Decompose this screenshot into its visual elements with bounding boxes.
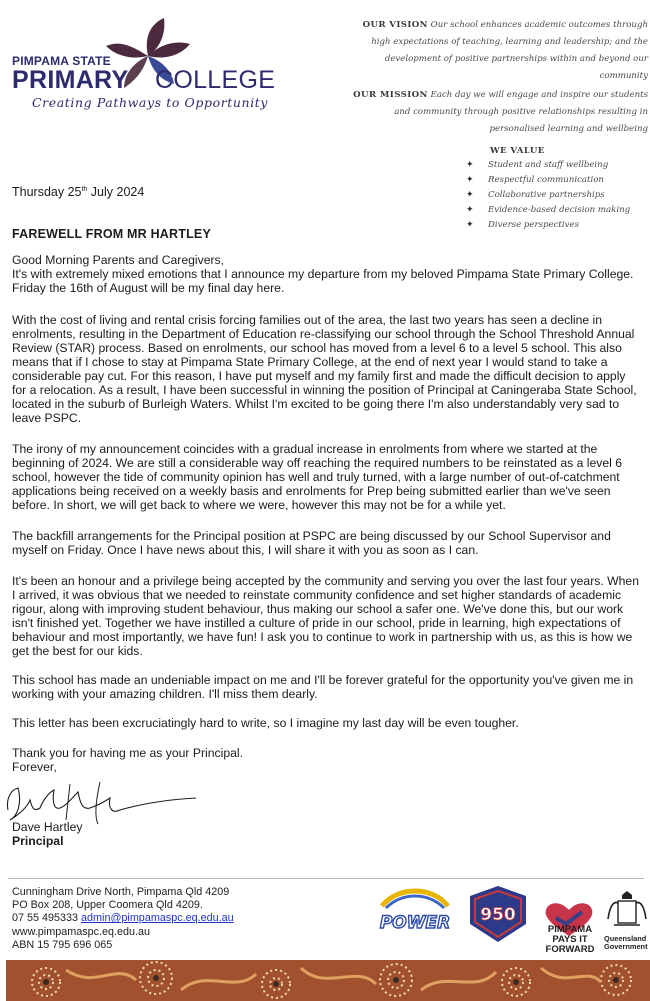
value-text: Collaborative partnerships	[488, 190, 605, 200]
paragraph-2: With the cost of living and rental crisis forcing families out of the area, the last two years has seen a decline in enrolments, resulting in the Department of Education re-classifying our school through the School Threshold Annual Review (STAR) process. Based on enrolments, our school has moved from a level 6 to a level 5 school. This also means that if I chose to stay at Pimpama State Primary College, at the end of next year I would stand to take a considerable pay cut. For this reason, I have put myself and my family first and made the difficult decision to apply for a relocation. As a result, I have been successful in winning the position of Principal at Caningeraba State School, located in the suburb of Burleigh Waters. Whilst I'm excited to be going there I'm also understandably very sad to leave PSPC.	[12, 313, 637, 425]
paragraph-7: This letter has been excruciatingly hard to write, so I imagine my last day will be even tougher.	[12, 716, 519, 730]
pays-line-3: FORWARD	[545, 944, 595, 955]
list-item	[466, 158, 630, 173]
date-suffix: th	[81, 185, 88, 193]
list-item	[466, 188, 630, 203]
mission-label: OUR MISSION	[353, 90, 428, 100]
date-day: Thursday 25	[12, 185, 82, 199]
letter-heading: FAREWELL FROM MR HARTLEY	[12, 227, 212, 241]
closing-line-2: Forever,	[12, 760, 57, 774]
footer-divider	[8, 878, 644, 879]
email-link[interactable]: admin@pimpamaspc.eq.edu.au	[81, 912, 234, 925]
footer-contact	[12, 886, 234, 952]
phone-number: 07 55 495333	[12, 912, 79, 925]
star-icon: ✦	[466, 160, 474, 170]
paragraph-1: It's with extremely mixed emotions that I announce my departure from my beloved Pimpama State Primary College. Friday the 16th of August will be my final day here.	[12, 267, 634, 295]
signatory-title: Principal	[12, 834, 64, 848]
pays-line-2: PAYS IT	[552, 934, 588, 945]
star-icon: ✦	[466, 175, 474, 185]
mission-statement	[348, 87, 648, 138]
indigenous-art-banner	[6, 960, 650, 1001]
logo-tagline: Creating Pathways to Opportunity	[32, 95, 269, 110]
power-logo-text: POWER	[379, 913, 451, 933]
power-logo	[372, 886, 458, 938]
logo-primary-text: PRIMARY	[12, 66, 129, 94]
letter-date	[12, 185, 144, 199]
list-item	[466, 203, 630, 218]
mission-text: Each day we will engage and inspire our students and community through positive relationships resulting in personalised learning and wellbeing	[394, 90, 648, 134]
star-icon: ✦	[466, 205, 474, 215]
paragraph-4: The backfill arrangements for the Principal position at PSPC are being discussed by our School Supervisor and myself on Friday. Once I have news about this, I will share it with you as soon as I can.	[12, 529, 611, 557]
signatory-name: Dave Hartley	[12, 820, 83, 834]
queensland-government-text	[604, 935, 648, 951]
paragraph-5: It's been an honour and a privilege being accepted by the community and serving you over the last four years. When I arrived, it was obvious that we needed to reinstate community confidence and set higher standards of academic rigour, along with improving student behaviour, thus making our school a safer one. We've done this, but our work isn't finished yet. Together we have instilled a culture of pride in our school, pride in learning, high expectations of behaviour and most importantly, we have fun! I ask you to continue to work in partnership with us, as this is how we get the best for our kids.	[12, 574, 639, 658]
badge-950-text: 950	[480, 905, 516, 925]
qld-line-1: Queensland	[604, 934, 647, 943]
website-text: www.pimpamaspc.eq.edu.au	[12, 925, 151, 938]
paragraph-3: The irony of my announcement coincides with a gradual increase in enrolments from where we started at the beginning of 2024. We are still a considerable way off reaching the required numbers to be reinstated as a level 6 school, however the tide of community opinion has well and truly turned, with a large number of out-of-catchment applications being received on a weekly basis and enrolments for Prep being submitted earlier than we've seen before. In short, we will get back to where we were, however this may not be for a while yet.	[12, 442, 622, 512]
values-title: WE VALUE	[490, 146, 545, 156]
value-text: Respectful communication	[488, 175, 604, 185]
date-month-year: July 2024	[87, 185, 145, 199]
address-line-2: PO Box 208, Upper Coomera Qld 4209.	[12, 899, 203, 912]
qld-line-2: Government	[604, 942, 648, 951]
value-text: Diverse perspectives	[488, 220, 579, 230]
phone-email-line	[12, 912, 234, 925]
greeting: Good Morning Parents and Caregivers,	[12, 253, 225, 267]
value-text: Evidence-based decision making	[488, 205, 631, 215]
pays-it-forward-text	[540, 925, 600, 955]
logo-pre-text: PIMPAMA STATE	[12, 54, 111, 68]
star-icon: ✦	[466, 220, 474, 230]
value-text: Student and staff wellbeing	[488, 160, 609, 170]
list-item	[466, 218, 630, 233]
pays-line-1: PIMPAMA	[547, 924, 593, 935]
closing-line-1: Thank you for having me as your Principal.	[12, 746, 243, 760]
vision-text: Our school enhances academic outcomes through high expectations of teaching, learning and leadership; and the development of positive partnerships within and beyond our community	[371, 20, 648, 81]
vision-statement	[348, 17, 648, 85]
list-item	[466, 173, 630, 188]
logo-college-text: COLLEGE	[155, 66, 276, 94]
star-icon: ✦	[466, 190, 474, 200]
values-list	[466, 158, 630, 233]
vision-label: OUR VISION	[362, 20, 428, 30]
950-anniversary-badge	[466, 884, 530, 944]
paragraph-6: This school has made an undeniable impact on me and I'll be forever grateful for the opportunity you've given me in working with your amazing children. I'll miss them dearly.	[12, 673, 634, 701]
abn-text: ABN 15 795 696 065	[12, 938, 113, 951]
address-line-1: Cunningham Drive North, Pimpama Qld 4209	[12, 886, 230, 898]
